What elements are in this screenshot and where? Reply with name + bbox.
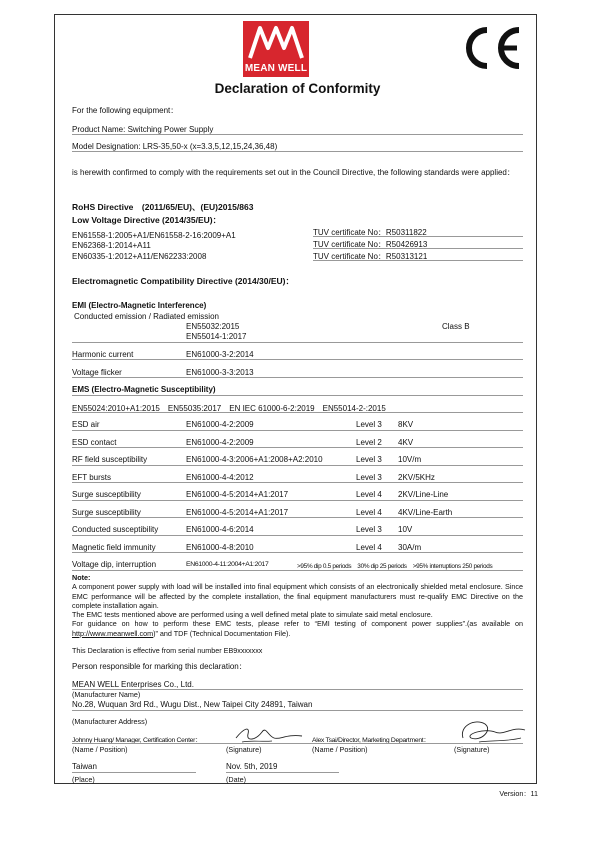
harmonic-standard: EN61000-3-2:2014: [186, 350, 254, 359]
conducted-standard: EN55014-1:2017: [186, 332, 247, 341]
divider: [226, 772, 339, 773]
model-designation: Model Designation: LRS-35,50-x (x=3.3,5,12,15,24,36,48): [72, 142, 278, 151]
divider: [72, 482, 523, 483]
ems-standards: EN55024:2010+A1:2015 EN55035:2017 EN IEC 61000-6-2:2019 EN55014-2-:2015: [72, 404, 386, 413]
place-value: Taiwan: [72, 762, 97, 771]
tuv-certificate: TUV certificate No：R50426913: [313, 240, 428, 249]
divider: [72, 500, 523, 501]
effective-serial: This Declaration is effective from serial number EB9xxxxxxx: [72, 646, 263, 655]
conducted-label: Conducted emission / Radiated emission: [74, 312, 219, 321]
ems-row-level: Level 2: [356, 438, 382, 447]
signature-caption: (Signature): [454, 745, 490, 754]
intro-text: For the following equipment：: [72, 106, 179, 115]
manufacturer-address-caption: (Manufacturer Address): [72, 717, 148, 726]
version-label: Version：11: [499, 789, 538, 798]
ems-row-label: ESD contact: [72, 438, 117, 447]
ems-row-value: 10V: [398, 525, 413, 534]
ems-row-level: Level 4: [356, 543, 382, 552]
ems-row-standard: EN61000-4-5:2014+A1:2017: [186, 490, 289, 499]
note-title: Note:: [72, 573, 91, 582]
divider: [72, 359, 523, 360]
divider: [72, 395, 523, 396]
logo-text: MEAN WELL: [244, 63, 308, 74]
rohs-directive: RoHS Directive (2011/65/EU)、(EU)2015/863: [72, 202, 254, 212]
ems-row-standard: EN61000-4-6:2014: [186, 525, 254, 534]
ems-row-label: Conducted susceptibility: [72, 525, 159, 534]
manufacturer-name: MEAN WELL Enterprises Co., Ltd.: [72, 680, 194, 689]
ems-row-level: Level 3: [356, 420, 382, 429]
ems-row-level: Level 3: [356, 455, 382, 464]
dip-values: >95% dip 0.5 periods 30% dip 25 periods >95% interruptions 250 periods: [297, 563, 493, 570]
divider: [72, 517, 523, 518]
dip-label: Voltage dip, interruption: [72, 560, 157, 569]
note-paragraph: [72, 619, 523, 638]
conducted-class: Class B: [442, 322, 470, 331]
divider: [72, 535, 523, 536]
ems-row-level: Level 4: [356, 490, 382, 499]
divider: [72, 377, 523, 378]
ems-row-label: Surge susceptibility: [72, 508, 141, 517]
divider: [72, 412, 523, 413]
divider: [72, 570, 523, 571]
divider: [72, 772, 196, 773]
note-paragraph: The EMC tests mentioned above are performed using a well defined metal plate to simulate said metal enclosure.: [72, 610, 433, 620]
ce-mark-icon: [459, 24, 523, 72]
divider: [72, 134, 523, 135]
emc-title: Electromagnetic Compatibility Directive (2014/30/EU)：: [72, 276, 295, 286]
divider: [313, 260, 523, 261]
page-title: Declaration of Conformity: [214, 81, 381, 96]
divider: [313, 236, 523, 237]
responsible-text: Person responsible for marking this declaration：: [72, 662, 247, 671]
ems-row-level: Level 3: [356, 525, 382, 534]
ems-row-standard: EN61000-4-3:2006+A1:2008+A2:2010: [186, 455, 323, 464]
manufacturer-address: No.28, Wuquan 3rd Rd., Wugu Dist., New Taipei City 24891, Taiwan: [72, 700, 313, 709]
ems-row-standard: EN61000-4-4:2012: [186, 473, 254, 482]
lvd-standard: EN60335-1:2012+A11/EN62233:2008: [72, 252, 207, 261]
lvd-standard: EN62368-1:2014+A11: [72, 241, 151, 250]
mean-well-logo: [243, 21, 309, 77]
date-value: Nov. 5th, 2019: [226, 762, 278, 771]
signer-left: Johnny Huang/ Manager, Certification Center：: [72, 737, 202, 744]
divider: [72, 710, 523, 711]
ems-row-standard: EN61000-4-2:2009: [186, 438, 254, 447]
flicker-standard: EN61000-3-3:2013: [186, 368, 254, 377]
divider: [72, 447, 523, 448]
ems-row-value: 10V/m: [398, 455, 422, 464]
note-block: [72, 573, 523, 638]
ems-row-value: 4KV/Line-Earth: [398, 508, 453, 517]
divider: [72, 743, 523, 744]
note-text: For guidance on how to perform these EMC tests, please refer to “EMI testing of component power supplies”.(as available on: [72, 619, 523, 629]
dip-standard: EN61000-4-11:2004+A1:2017: [186, 561, 269, 568]
ems-row-label: EFT bursts: [72, 473, 111, 482]
ems-row-value: 2KV/5KHz: [398, 473, 435, 482]
divider: [72, 151, 523, 152]
name-position-caption: (Name / Position): [72, 745, 128, 754]
divider: [72, 552, 523, 553]
ems-row-level: Level 3: [356, 473, 382, 482]
product-name: Product Name: Switching Power Supply: [72, 125, 214, 134]
mw-logo-mark: [246, 24, 306, 62]
ems-row-label: Magnetic field immunity: [72, 543, 156, 552]
conducted-standard: EN55032:2015: [186, 322, 240, 331]
ems-row-value: 2KV/Line-Line: [398, 490, 449, 499]
ems-row-label: ESD air: [72, 420, 100, 429]
divider: [72, 430, 523, 431]
tuv-certificate: TUV certificate No：R50311822: [313, 228, 427, 237]
signature-caption: (Signature): [226, 745, 262, 754]
flicker-label: Voltage flicker: [72, 368, 122, 377]
ems-row-standard: EN61000-4-8:2010: [186, 543, 254, 552]
emi-title: EMI (Electro-Magnetic Interference): [72, 301, 207, 310]
note-paragraph: A component power supply with load will be installed into final equipment which consists of an electronically shielded metal enclosure. Since EMC performance will be affected by the complete installation, the final equipment manufacturers must re-qualify EMC Directive on the complete installation again.: [72, 582, 523, 610]
manufacturer-name-caption: (Manufacturer Name): [72, 690, 141, 699]
harmonic-label: Harmonic current: [72, 350, 134, 359]
lvd-title: Low Voltage Directive (2014/35/EU)：: [72, 215, 222, 225]
ems-row-label: Surge susceptibility: [72, 490, 141, 499]
tuv-certificate: TUV certificate No：R50313121: [313, 252, 428, 261]
date-caption: (Date): [226, 775, 246, 784]
divider: [72, 342, 523, 343]
ems-title: EMS (Electro-Magnetic Susceptibility): [72, 385, 216, 394]
place-caption: (Place): [72, 775, 95, 784]
lvd-standard: EN61558-1:2005+A1/EN61558-2-16:2009+A1: [72, 231, 236, 240]
ems-row-level: Level 4: [356, 508, 382, 517]
ems-row-standard: EN61000-4-5:2014+A1:2017: [186, 508, 289, 517]
confirm-text: is herewith confirmed to comply with the requirements set out in the Council Directive, the following standards were applied：: [72, 168, 515, 177]
divider: [72, 465, 523, 466]
ems-row-label: RF field susceptibility: [72, 455, 148, 464]
ems-row-standard: EN61000-4-2:2009: [186, 420, 254, 429]
meanwell-link[interactable]: http://www.meanwell.com: [72, 628, 154, 638]
divider: [313, 248, 523, 249]
ems-row-value: 8KV: [398, 420, 414, 429]
signer-right: Alex Tsai/Director, Marketing Department：: [312, 737, 430, 744]
name-position-caption: (Name / Position): [312, 745, 368, 754]
signature-right-image: [455, 716, 527, 746]
ems-row-value: 4KV: [398, 438, 414, 447]
ems-row-value: 30A/m: [398, 543, 422, 552]
note-text: )” and TDF (Technical Documentation File).: [153, 628, 291, 638]
